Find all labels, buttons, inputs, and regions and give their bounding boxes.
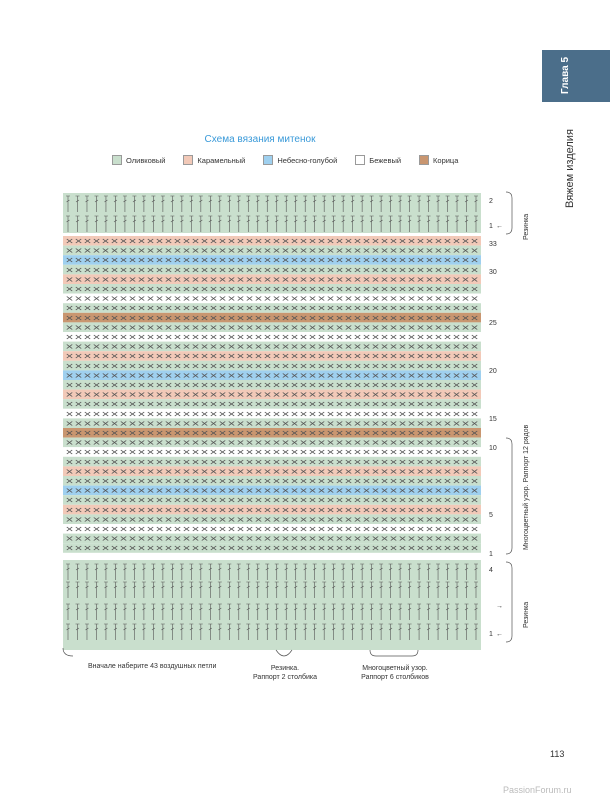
legend-label: Карамельный bbox=[197, 155, 246, 165]
footnote-rib bbox=[245, 664, 325, 682]
arrow-left-icon: ← bbox=[496, 631, 503, 638]
stitch-row: ×××××××××××××××××××××××××××××××××××××××××××××× bbox=[65, 351, 479, 361]
row-number-33: 33 bbox=[489, 241, 497, 248]
bracket-rib-repeat bbox=[276, 650, 292, 656]
stitch-row: ×××××××××××××××××××××××××××××××××××××××××××××× bbox=[65, 342, 479, 352]
row-number-30: 30 bbox=[489, 269, 497, 276]
row-number-rib-bottom-1: 1 bbox=[489, 631, 493, 638]
row-number-rib-top-2: 2 bbox=[489, 198, 493, 205]
row-number-25: 25 bbox=[489, 320, 497, 327]
legend-label: Корица bbox=[433, 155, 459, 165]
legend-label: Небесно-голубой bbox=[277, 155, 338, 165]
stitch-row: ×××××××××××××××××××××××××××××××××××××××××××××× bbox=[65, 534, 479, 544]
legend-label: Оливковый bbox=[126, 155, 166, 165]
stitch-row: ×××××××××××××××××××××××××××××××××××××××××××××× bbox=[65, 505, 479, 515]
stitch-row: ×××××××××××××××××××××××××××××××××××××××××××××× bbox=[65, 370, 479, 380]
footnote-pattern-line1: Многоцветный узор. bbox=[362, 665, 428, 672]
stitch-row: ×××××××××××××××××××××××××××××××××××××××××××××× bbox=[65, 514, 479, 524]
arrow-right-icon: → bbox=[496, 603, 503, 610]
stitch-row: ×××××××××××××××××××××××××××××××××××××××××××××× bbox=[65, 486, 479, 496]
row-number-rib-bottom-4: 4 bbox=[489, 567, 493, 574]
rib-bottom-background bbox=[63, 560, 481, 650]
side-label-pattern: Многоцветный узор. Раппорт 12 рядов bbox=[523, 424, 530, 550]
bracket-rib-top bbox=[506, 192, 512, 234]
stitch-row: ×××××××××××××××××××××××××××××××××××××××××××××× bbox=[65, 274, 479, 284]
stitch-row: ×××××××××××××××××××××××××××××××××××××××××××××× bbox=[65, 466, 479, 476]
stitch-row: ×××××××××××××××××××××××××××××××××××××××××××××× bbox=[65, 399, 479, 409]
stitch-row: ×××××××××××××××××××××××××××××××××××××××××××××× bbox=[65, 380, 479, 390]
stitch-row: ×××××××××××××××××××××××××××××××××××××××××××××× bbox=[65, 313, 479, 323]
rib-top-background bbox=[63, 193, 481, 233]
bracket-pattern-repeat bbox=[370, 650, 418, 656]
stitch-row: ×××××××××××××××××××××××××××××××××××××××××××××× bbox=[65, 284, 479, 294]
stitch-row: ×××××××××××××××××××××××××××××××××××××××××××××× bbox=[65, 457, 479, 467]
footnote-start-text: Вначале наберите 43 воздушных петли bbox=[88, 663, 217, 670]
stitch-row: ×××××××××××××××××××××××××××××××××××××××××××××× bbox=[65, 390, 479, 400]
stitch-row: ×××××××××××××××××××××××××××××××××××××××××××××× bbox=[65, 543, 479, 553]
stitch-row: ×××××××××××××××××××××××××××××××××××××××××××××× bbox=[65, 303, 479, 313]
footnote-pattern-line2: Раппорт 6 столбиков bbox=[361, 674, 429, 681]
bracket-rib-bottom bbox=[506, 562, 512, 642]
bracket-pattern bbox=[506, 438, 512, 554]
stitch-row: ×××××××××××××××××××××××××××××××××××××××××××××× bbox=[65, 236, 479, 246]
stitch-row: ×××××××××××××××××××××××××××××××××××××××××××××× bbox=[65, 524, 479, 534]
row-number-10: 10 bbox=[489, 445, 497, 452]
stitch-row: ×××××××××××××××××××××××××××××××××××××××××××××× bbox=[65, 265, 479, 275]
stitch-row: ×××××××××××××××××××××××××××××××××××××××××××××× bbox=[65, 361, 479, 371]
row-number-15: 15 bbox=[489, 416, 497, 423]
stitch-row: ×××××××××××××××××××××××××××××××××××××××××××××× bbox=[65, 246, 479, 256]
stitch-row: ×××××××××××××××××××××××××××××××××××××××××××××× bbox=[65, 495, 479, 505]
stitch-row: ×××××××××××××××××××××××××××××××××××××××××××××× bbox=[65, 428, 479, 438]
chapter-tab-label: Глава 5 bbox=[560, 56, 571, 94]
chapter-title: Вяжем изделия bbox=[564, 129, 576, 208]
row-number-5: 5 bbox=[489, 512, 493, 519]
stitch-row: ×××××××××××××××××××××××××××××××××××××××××××××× bbox=[65, 332, 479, 342]
legend-label: Бежевый bbox=[369, 155, 402, 165]
row-number-1: 1 bbox=[489, 551, 493, 558]
side-label-rib-bottom: Резинка bbox=[523, 601, 530, 628]
stitch-marks bbox=[65, 237, 479, 553]
row-number-20: 20 bbox=[489, 368, 497, 375]
stitch-row: ×××××××××××××××××××××××××××××××××××××××××××××× bbox=[65, 438, 479, 448]
stitch-row: ×××××××××××××××××××××××××××××××××××××××××××××× bbox=[65, 322, 479, 332]
stitch-row: ×××××××××××××××××××××××××××××××××××××××××××××× bbox=[65, 418, 479, 428]
page-number: 113 bbox=[550, 749, 565, 759]
chart-title: Схема вязания митенок bbox=[204, 134, 316, 145]
arrow-left-icon: ← bbox=[496, 223, 503, 230]
stitch-row: ×××××××××××××××××××××××××××××××××××××××××××××× bbox=[65, 294, 479, 304]
footnote-start bbox=[88, 662, 216, 671]
footnote-rib-line2: Раппорт 2 столбика bbox=[252, 674, 317, 681]
stitch-row: ×××××××××××××××××××××××××××××××××××××××××××××× bbox=[65, 409, 479, 419]
side-label-rib-top: Резинка bbox=[523, 213, 530, 240]
footnote-rib-line1: Резинка. bbox=[270, 665, 300, 672]
stitch-row: ×××××××××××××××××××××××××××××××××××××××××××××× bbox=[65, 255, 479, 265]
watermark: PassionForum.ru bbox=[503, 785, 572, 795]
stitch-row: ×××××××××××××××××××××××××××××××××××××××××××××× bbox=[65, 476, 479, 486]
stitch-row: ×××××××××××××××××××××××××××××××××××××××××××××× bbox=[65, 447, 479, 457]
footnote-pattern bbox=[350, 664, 440, 682]
row-number-rib-top-1: 1 bbox=[489, 223, 493, 230]
